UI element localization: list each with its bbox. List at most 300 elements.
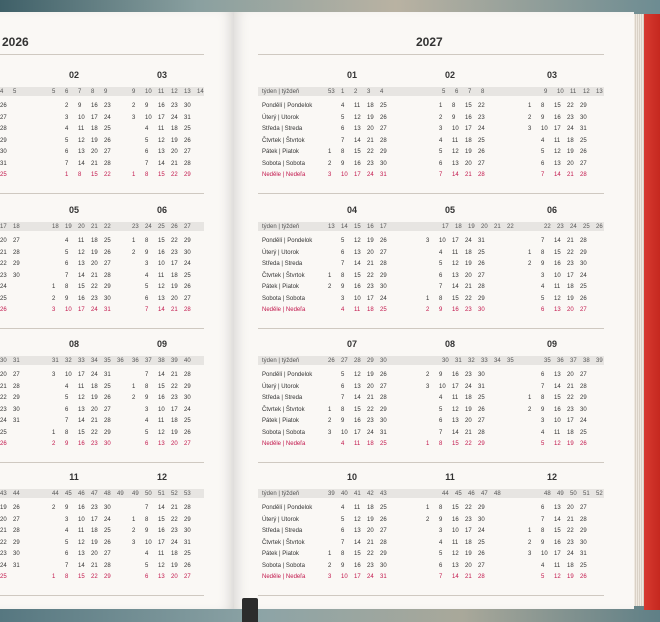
day-cell: 20 [91,261,98,267]
day-cell: 25 [380,307,387,313]
day-label: Pátek | Piatok [262,551,299,557]
week-label: týden | týždeň [262,88,300,95]
day-cell: 27 [13,238,20,244]
day-cell: 16 [158,528,165,534]
day-cell: 23 [465,516,472,523]
day-label: Středa | Streda [262,528,303,534]
day-cell: 25 [380,505,387,511]
day-cell: 10 [65,372,72,378]
day-cell: 10 [341,172,348,178]
day-cell: 27 [0,114,7,121]
day-cell: 9 [452,114,456,121]
day-cell: 9 [65,295,69,302]
day-cell: 16 [78,441,85,447]
day-cell: 12 [452,149,459,155]
day-cell: 11 [158,418,165,424]
day-cell: 3 [528,126,532,132]
day-cell: 27 [478,160,485,167]
week-number: 16 [367,223,374,230]
day-cell: 21 [171,505,178,511]
day-cell: 30 [380,418,387,424]
day-cell: 14 [158,307,165,313]
day-cell: 1 [328,406,332,413]
day-cell: 13 [554,160,561,167]
red-ribbon-edge [644,14,660,610]
day-cell: 22 [104,172,111,178]
day-cell: 21 [465,284,472,290]
month-label: 02 [68,70,79,80]
week-number: 8 [91,88,95,95]
day-cell: 9 [65,505,69,511]
day-cell: 27 [380,528,387,534]
day-cell: 16 [452,307,459,313]
day-cell: 4 [65,528,69,534]
day-cell: 24 [0,562,7,569]
day-cell: 31 [580,551,587,557]
day-cell: 20 [465,160,472,167]
day-cell: 24 [580,418,587,424]
day-cell: 20 [171,295,178,302]
day-cell: 27 [580,372,587,378]
week-number: 18 [52,223,59,230]
day-cell: 28 [580,172,587,178]
day-cell: 4 [439,395,443,401]
day-cell: 13 [354,383,361,390]
day-cell: 15 [354,272,361,279]
day-cell: 23 [367,418,374,424]
day-cell: 23 [367,284,374,290]
day-cell: 5 [65,539,69,546]
day-cell: 8 [145,516,149,523]
day-cell: 17 [158,539,165,546]
month-label: 07 [346,339,357,349]
day-cell: 6 [145,149,149,155]
day-cell: 1 [52,284,56,290]
day-cell: 14 [158,372,165,378]
day-cell: 30 [13,551,20,557]
month-label: 12 [156,472,167,482]
week-number: 49 [117,490,124,497]
day-cell: 23 [171,249,178,256]
day-cell: 18 [91,126,98,132]
day-cell: 14 [554,516,561,523]
week-number: 44 [13,490,20,497]
week-number: 11 [158,88,165,95]
day-cell: 11 [158,126,165,132]
day-cell: 11 [78,238,85,244]
day-cell: 12 [354,516,361,523]
month-label: 11 [69,472,79,482]
day-cell: 13 [354,528,361,534]
week-number: 44 [52,490,59,497]
day-cell: 21 [567,516,574,523]
week-number: 43 [380,490,387,497]
day-cell: 13 [452,562,459,569]
week-number: 6 [455,88,459,95]
day-label: Čtvrtek | Štvrtok [262,539,305,546]
day-cell: 14 [78,272,85,279]
month-label: 09 [546,339,557,349]
day-cell: 1 [528,528,532,534]
day-cell: 30 [580,406,587,413]
day-cell: 19 [465,406,472,413]
day-cell: 17 [171,261,178,267]
week-number: 42 [367,490,374,497]
week-number: 33 [481,357,488,364]
day-cell: 2 [328,562,332,569]
day-cell: 4 [145,272,149,279]
week-number: 31 [13,357,20,364]
day-cell: 8 [341,551,345,557]
day-cell: 16 [158,395,165,401]
day-cell: 20 [567,307,574,313]
day-cell: 6 [65,261,69,267]
day-cell: 15 [452,295,459,302]
day-cell: 29 [104,429,111,436]
day-label: Čtvrtek | Štvrtok [262,272,305,279]
day-cell: 16 [158,103,165,109]
day-cell: 9 [341,418,345,424]
day-cell: 18 [465,539,472,546]
day-cell: 19 [0,505,7,511]
day-cell: 29 [380,551,387,557]
week-number: 17 [380,223,387,230]
week-number: 26 [596,223,603,230]
month-label: 11 [445,472,455,482]
day-cell: 3 [328,172,332,178]
day-cell: 28 [380,539,387,546]
day-cell: 16 [465,114,472,121]
day-cell: 20 [367,249,374,256]
day-cell: 7 [341,261,345,267]
week-number: 40 [341,490,348,497]
day-cell: 1 [52,429,56,436]
day-cell: 18 [367,307,374,313]
day-cell: 13 [158,574,165,580]
day-cell: 3 [426,383,430,390]
day-cell: 27 [13,372,20,378]
day-cell: 25 [184,551,191,557]
week-number: 17 [442,223,449,230]
week-number: 50 [570,490,577,497]
day-label: Pátek | Piatok [262,418,299,424]
month-label: 03 [546,70,557,80]
day-cell: 2 [52,295,56,302]
day-cell: 7 [341,539,345,546]
day-cell: 30 [104,295,111,302]
day-cell: 22 [0,261,7,267]
day-cell: 13 [354,249,361,256]
day-cell: 4 [439,137,443,144]
day-cell: 15 [158,516,165,523]
week-number: 34 [91,357,98,364]
day-cell: 13 [554,307,561,313]
day-cell: 16 [354,160,361,167]
day-cell: 21 [367,137,374,144]
day-cell: 11 [354,505,361,511]
day-cell: 30 [478,516,485,523]
day-cell: 27 [184,149,191,155]
day-cell: 13 [354,126,361,132]
day-cell: 6 [439,418,443,424]
day-cell: 10 [439,238,446,244]
week-number: 23 [557,223,564,230]
week-number: 14 [197,88,204,95]
day-cell: 3 [328,574,332,580]
day-cell: 12 [554,441,561,447]
day-cell: 22 [91,284,98,290]
day-cell: 22 [465,441,472,447]
week-number: 18 [13,223,20,230]
day-cell: 29 [580,103,587,109]
day-label: Středa | Streda [262,126,303,132]
day-cell: 7 [65,160,69,167]
day-cell: 10 [541,126,548,132]
day-cell: 28 [184,160,191,167]
day-cell: 24 [91,372,98,378]
day-cell: 13 [158,149,165,155]
day-cell: 22 [367,551,374,557]
day-cell: 15 [78,574,85,580]
day-cell: 24 [184,261,191,267]
day-cell: 2 [528,114,532,121]
day-cell: 22 [171,383,178,390]
month-label: 03 [156,70,167,80]
day-cell: 25 [0,295,7,302]
day-cell: 19 [367,238,374,244]
week-number: 27 [184,223,191,230]
day-cell: 19 [567,441,574,447]
day-cell: 3 [426,238,430,244]
day-cell: 25 [0,429,7,436]
week-number: 52 [596,490,603,497]
day-cell: 29 [184,516,191,523]
day-cell: 24 [580,272,587,279]
day-cell: 8 [78,172,82,178]
day-cell: 26 [0,307,7,313]
day-cell: 9 [439,372,443,378]
day-cell: 31 [478,383,485,390]
day-cell: 22 [91,429,98,436]
week-number: 45 [455,490,462,497]
week-number: 22 [104,223,111,230]
day-cell: 28 [184,505,191,511]
day-cell: 9 [65,441,69,447]
day-label: Úterý | Utorok [262,114,299,121]
day-cell: 24 [567,551,574,557]
day-cell: 3 [528,551,532,557]
day-cell: 5 [145,284,149,290]
day-cell: 14 [554,172,561,178]
day-cell: 30 [184,395,191,401]
day-cell: 30 [184,249,191,256]
day-cell: 10 [158,406,165,413]
day-cell: 9 [541,261,545,267]
day-cell: 17 [91,516,98,523]
day-cell: 22 [171,172,178,178]
day-cell: 14 [554,238,561,244]
day-cell: 4 [439,539,443,546]
day-cell: 15 [78,284,85,290]
day-cell: 19 [567,574,574,580]
day-cell: 20 [171,574,178,580]
day-cell: 14 [452,172,459,178]
day-cell: 9 [145,528,149,534]
day-cell: 29 [380,272,387,279]
day-cell: 4 [541,284,545,290]
day-cell: 20 [171,441,178,447]
day-cell: 2 [52,505,56,511]
day-cell: 28 [104,272,111,279]
day-cell: 28 [104,160,111,167]
day-cell: 10 [541,551,548,557]
day-cell: 28 [13,528,20,534]
day-cell: 11 [158,272,165,279]
day-cell: 29 [104,284,111,290]
day-cell: 2 [328,160,332,167]
day-label: Neděle | Nedeľa [262,574,306,580]
day-cell: 30 [580,114,587,121]
day-cell: 10 [78,114,85,121]
day-cell: 1 [426,441,430,447]
day-cell: 8 [452,103,456,109]
day-cell: 2 [328,284,332,290]
week-number: 5 [13,88,17,95]
day-cell: 14 [158,505,165,511]
day-cell: 22 [0,539,7,546]
day-cell: 16 [78,295,85,302]
day-cell: 20 [567,505,574,511]
day-cell: 28 [0,126,7,132]
day-cell: 21 [567,238,574,244]
week-number: 53 [184,490,191,497]
month-label: 12 [546,472,557,482]
day-cell: 20 [367,126,374,132]
week-number: 28 [354,357,361,364]
day-cell: 16 [158,249,165,256]
week-number: 39 [171,357,178,364]
day-cell: 9 [439,516,443,523]
day-cell: 10 [341,429,348,436]
day-cell: 13 [452,272,459,279]
week-number: 14 [341,223,348,230]
left-page [0,12,235,609]
day-cell: 15 [158,238,165,244]
day-cell: 16 [354,284,361,290]
month-label: 04 [346,205,357,215]
day-cell: 8 [541,249,545,256]
day-cell: 3 [439,126,443,132]
day-cell: 10 [65,307,72,313]
day-cell: 21 [0,383,7,390]
week-number: 34 [494,357,501,364]
week-number: 4 [380,88,384,95]
day-cell: 31 [478,238,485,244]
day-cell: 29 [184,172,191,178]
day-cell: 27 [580,307,587,313]
day-cell: 8 [541,528,545,534]
day-cell: 26 [380,372,387,378]
day-cell: 4 [341,103,345,109]
day-cell: 30 [380,284,387,290]
day-cell: 26 [478,149,485,155]
day-cell: 20 [91,551,98,557]
week-number: 43 [0,490,7,497]
day-cell: 14 [78,418,85,424]
month-label: 02 [444,70,455,80]
day-cell: 5 [145,562,149,569]
day-cell: 20 [0,238,7,244]
day-cell: 27 [580,160,587,167]
day-cell: 12 [158,137,165,144]
day-cell: 14 [554,383,561,390]
day-cell: 4 [145,551,149,557]
week-number: 12 [171,88,178,95]
day-cell: 14 [158,160,165,167]
day-cell: 4 [65,238,69,244]
day-cell: 31 [580,126,587,132]
day-cell: 3 [541,418,545,424]
day-cell: 16 [354,562,361,569]
day-cell: 2 [132,103,136,109]
day-cell: 26 [104,249,111,256]
day-cell: 17 [554,551,561,557]
day-cell: 11 [354,307,361,313]
day-cell: 3 [439,528,443,534]
day-cell: 5 [65,395,69,401]
day-cell: 21 [465,429,472,436]
day-cell: 7 [541,172,545,178]
day-cell: 8 [145,172,149,178]
day-cell: 8 [439,295,443,302]
day-cell: 12 [78,395,85,401]
day-cell: 10 [145,114,152,121]
day-cell: 9 [541,406,545,413]
day-cell: 28 [13,383,20,390]
week-number: 46 [468,490,475,497]
day-cell: 3 [145,406,149,413]
week-number: 45 [65,490,72,497]
day-cell: 23 [91,441,98,447]
day-cell: 25 [104,238,111,244]
day-cell: 17 [367,295,374,302]
day-cell: 14 [354,395,361,401]
day-cell: 29 [13,395,20,401]
day-cell: 12 [452,261,459,267]
day-cell: 12 [452,551,459,557]
day-cell: 19 [465,261,472,267]
day-cell: 29 [184,238,191,244]
day-cell: 25 [0,172,7,178]
week-number: 5 [442,88,446,95]
day-cell: 23 [171,528,178,534]
day-cell: 3 [341,295,345,302]
day-cell: 24 [184,406,191,413]
day-cell: 8 [341,406,345,413]
day-cell: 30 [184,103,191,109]
day-cell: 4 [341,505,345,511]
day-label: Úterý | Utorok [262,383,299,390]
day-cell: 9 [541,539,545,546]
day-cell: 21 [367,395,374,401]
week-number: 24 [570,223,577,230]
day-cell: 25 [478,395,485,401]
day-cell: 16 [452,516,459,523]
day-cell: 3 [65,516,69,523]
year-title-left: 2026 [2,35,29,49]
day-cell: 22 [0,395,7,401]
day-cell: 23 [567,406,574,413]
